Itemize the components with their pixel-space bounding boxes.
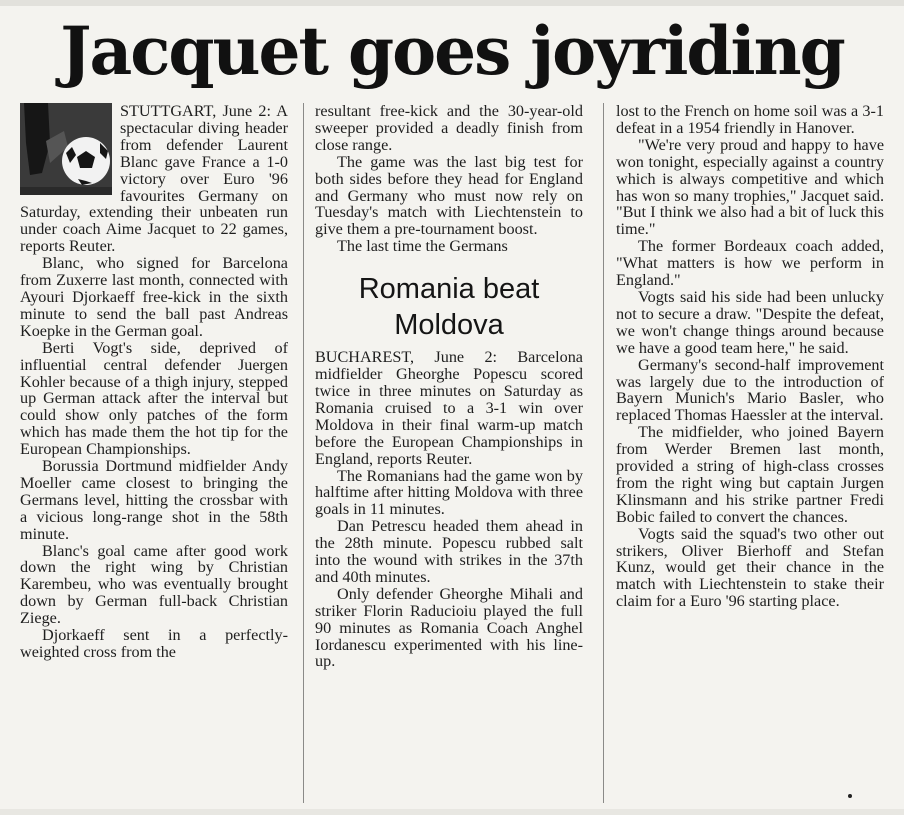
paragraph: Berti Vogt's side, deprived of influential central defender Juergen Kohler because of a thigh injury, stepped up German attack after the interval but could show only patches of the form which has made them the hot tip for the European Championships. bbox=[20, 338, 288, 459]
paragraph: The former Bordeaux coach added, "What matters is how we perform in England." bbox=[616, 237, 884, 290]
paragraph: Dan Petrescu headed them ahead in the 28th minute. Popescu rubbed salt into the wound with strikes in the 37th and 40th minutes. bbox=[315, 517, 583, 586]
paragraph: Blanc's goal came after good work down the right wing by Christian Karembeu, who was eventually brought down by German full-back Christian Ziege. bbox=[20, 541, 288, 628]
paragraph: Blanc, who signed for Barcelona from Zuxerre last month, connected with Ayouri Djorkaeff free-kick in the sixth minute to send the ball past Andreas Koepke in the German goal. bbox=[20, 254, 288, 340]
paragraph: The midfielder, who joined Bayern from Werder Bremen last month, provided a string of high-class crosses from the right wing but captain Jurgen Klinsmann and his strike partner Fredi Bobic failed to convert the chances. bbox=[616, 423, 884, 526]
paragraph: Vogts said his side had been unlucky not to secure a draw. "Despite the defeat, we won't change things around because we have a good team here," he said. bbox=[616, 287, 884, 357]
paragraph: Germany's second-half improvement was largely due to the introduction of Bayern Munich's Mario Basler, who replaced Thomas Haessler at the interval. bbox=[616, 355, 884, 425]
paragraph: "We're very proud and happy to have won tonight, especially against a country which is always competitive and which has won so many trophies," Jacquet said. "But I think we also had a bit of luck this time." bbox=[616, 135, 884, 239]
soccer-ball-photo-icon bbox=[20, 103, 112, 195]
paragraph: BUCHAREST, June 2: Barcelona midfielder Gheorghe Popescu scored twice in three minutes on Saturday as Romania cruised to a 3-1 win over Moldova in their final warm-up match before the European Championships in England, reports Reuter. bbox=[315, 348, 583, 468]
paragraph: The last time the Germans bbox=[337, 237, 508, 256]
paragraph: The Romanians had the game won by halftime after hitting Moldova with three goals in 11 minutes. bbox=[315, 466, 583, 519]
end-mark bbox=[848, 794, 852, 798]
paragraph: resultant free-kick and the 30-year-old sweeper provided a deadly finish from close range. bbox=[315, 103, 583, 154]
article-column-3 bbox=[616, 103, 884, 809]
article-column-2 bbox=[315, 103, 583, 809]
paragraph: The game was the last big test for both sides before they head for England and Germany who must now rely on Tuesday's match with Liechtenstein to give them a pre-tournament boost. bbox=[315, 152, 583, 239]
headline: Jacquet goes joyriding bbox=[60, 12, 844, 90]
subheadline: Romania beat Moldova bbox=[358, 273, 540, 342]
bottom-border bbox=[0, 809, 904, 815]
paragraph: STUTTGART, June 2: A spectacular diving header from defender Laurent Blanc gave France a 1-0 victory over Euro '96 favourites Germany on Saturday, extending their unbeaten run under coach Aime Jacquet to 22 games, reports Reuter. bbox=[20, 103, 288, 256]
paragraph: Djorkaeff sent in a perfectly-weighted cross from the bbox=[20, 626, 288, 661]
paragraph: Vogts said the squad's two other out strikers, Oliver Bierhoff and Stefan Kunz, would get their chance in the match with Liechtenstein to stake their claim for a Euro '96 starting place. bbox=[616, 524, 884, 611]
paragraph: Borussia Dortmund midfielder Andy Moeller came closest to bringing the Germans level, hitting the crossbar with a vicious long-range shot in the 58th minute. bbox=[20, 457, 288, 543]
column-divider bbox=[303, 103, 304, 803]
paragraph: lost to the French on home soil was a 3-1 defeat in a 1954 friendly in Hanover. bbox=[616, 103, 884, 137]
column-divider bbox=[603, 103, 604, 803]
article-column-1 bbox=[20, 103, 288, 809]
paragraph: Only defender Gheorghe Mihali and striker Florin Raducioiu played the full 90 minutes as Romania Coach Anghel Iordanescu experimented with his line-up. bbox=[315, 584, 583, 671]
